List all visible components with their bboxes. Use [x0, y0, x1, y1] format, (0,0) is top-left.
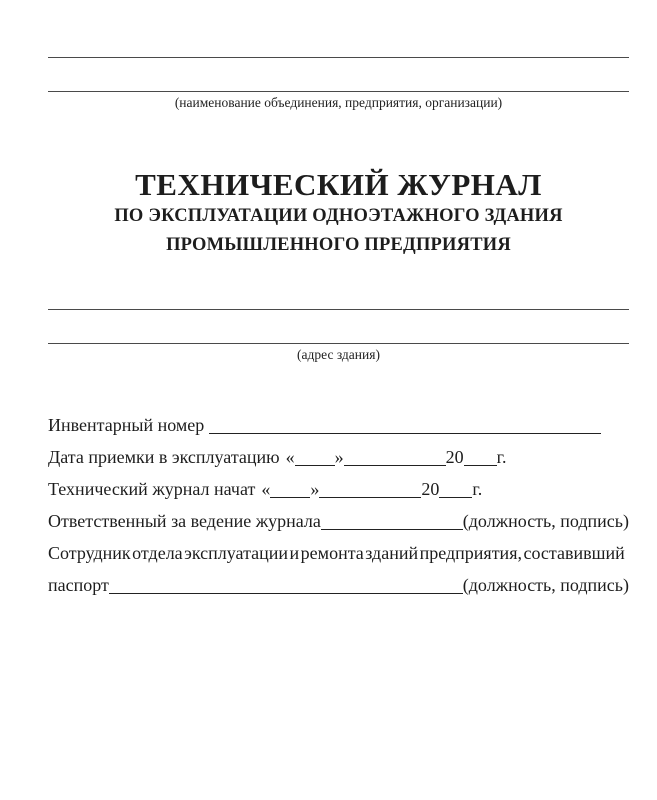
- organization-blank-line-2: [48, 91, 629, 92]
- employee-sentence-row: [48, 537, 629, 569]
- organization-blank-line-1: [48, 57, 629, 58]
- acceptance-date-row: [48, 441, 629, 473]
- passport-blank: [109, 593, 463, 594]
- organization-caption: (наименование объединения, предприятия, организации): [174, 95, 503, 110]
- close-quote: »: [334, 447, 344, 467]
- position-signature-caption: (должность, подпись): [462, 575, 629, 595]
- started-year-suffix: г.: [472, 479, 483, 499]
- passport-label: паспорт: [48, 575, 109, 595]
- open-quote: «: [285, 447, 295, 467]
- inventory-number-label: Инвентарный номер: [48, 415, 205, 435]
- address-blank-line-1: [48, 309, 629, 310]
- building-address-section: [48, 309, 629, 363]
- inventory-number-blank: [209, 433, 601, 434]
- responsible-person-blank: [321, 529, 463, 530]
- acceptance-date-label: Дата приемки в эксплуатацию: [48, 447, 280, 467]
- organization-name-section: [48, 57, 629, 111]
- acceptance-year-suffix: г.: [496, 447, 507, 467]
- responsible-person-row: [48, 505, 629, 537]
- close-quote: »: [310, 479, 320, 499]
- responsible-person-label: Ответственный за ведение журнала: [48, 511, 321, 531]
- acceptance-day-blank: [295, 465, 335, 466]
- started-day-blank: [270, 497, 310, 498]
- position-signature-caption: (должность, подпись): [462, 511, 629, 531]
- acceptance-year-prefix: 20: [445, 447, 464, 467]
- fill-in-fields-section: [48, 409, 629, 601]
- journal-started-label: Технический журнал начат: [48, 479, 256, 499]
- acceptance-year-blank: [464, 465, 497, 466]
- started-year-prefix: 20: [421, 479, 440, 499]
- title-section: [48, 168, 629, 260]
- acceptance-month-blank: [344, 465, 446, 466]
- started-year-blank: [439, 497, 472, 498]
- employee-sentence-text: Сотрудник отдела эксплуатации и ремонта зданий предприятия, составивший: [48, 543, 625, 563]
- page-subtitle-line-2: ПРОМЫШЛЕННОГО ПРЕДПРИЯТИЯ: [166, 235, 511, 255]
- open-quote: «: [261, 479, 271, 499]
- journal-started-row: [48, 473, 629, 505]
- page-subtitle-line-1: ПО ЭКСПЛУАТАЦИИ ОДНОЭТАЖНОГО ЗДАНИЯ: [114, 206, 563, 226]
- address-caption: (адрес здания): [297, 347, 380, 362]
- address-blank-line-2: [48, 343, 629, 344]
- page-title: ТЕХНИЧЕСКИЙ ЖУРНАЛ: [135, 167, 542, 202]
- started-month-blank: [319, 497, 421, 498]
- inventory-number-row: [48, 409, 629, 441]
- passport-row: [48, 569, 629, 601]
